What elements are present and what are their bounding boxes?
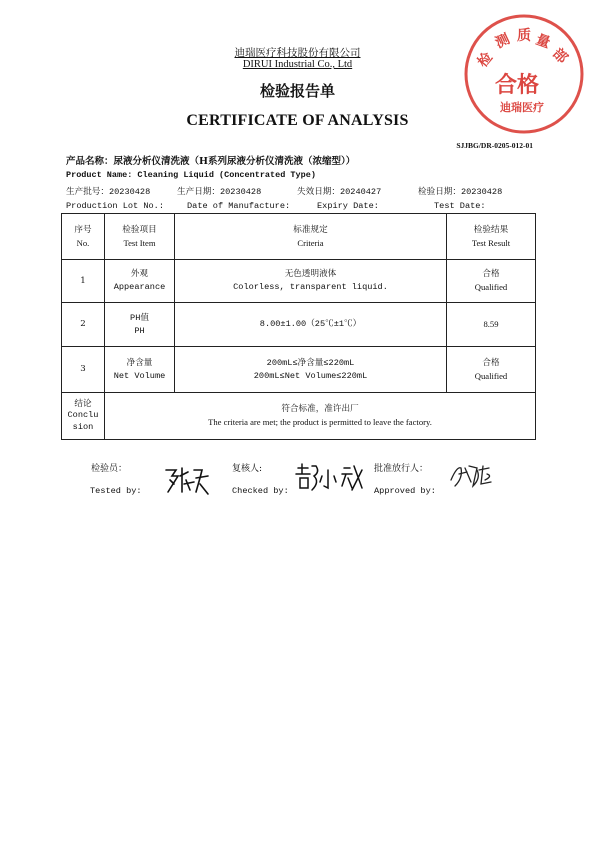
tested-by-signature [160, 462, 212, 498]
document-number: SJJBG/DR-0205-012-01 [456, 141, 533, 150]
header-result: 检验结果 Test Result [447, 214, 536, 260]
svg-text:量: 量 [533, 31, 553, 52]
svg-text:部: 部 [549, 45, 571, 67]
manufacture-date-cn: 生产日期：20230428 [177, 187, 262, 197]
row-no: 1 [62, 260, 105, 303]
conclusion-row [62, 393, 536, 440]
company-name-en: DIRUI Industrial Co., Ltd [242, 59, 353, 70]
row-result: 8.59 [447, 303, 536, 347]
document-title-en: CERTIFICATE OF ANALYSIS [186, 112, 409, 129]
row-item: 外观 Appearance [105, 260, 175, 303]
svg-text:测: 测 [492, 31, 513, 52]
svg-text:合格: 合格 [495, 72, 540, 98]
quality-inspection-stamp [462, 12, 586, 136]
header-item: 检验项目 Test Item [105, 214, 175, 260]
header-criteria: 标准规定 Criteria [175, 214, 447, 260]
row-item: 净含量 Net Volume [105, 347, 175, 393]
lot-number-en: Production Lot No.: [66, 201, 164, 211]
row-no: 2 [62, 303, 105, 347]
header-no: 序号 No. [62, 214, 105, 260]
document-title-cn: 检验报告单 [259, 82, 335, 100]
test-date-cn: 检验日期：20230428 [418, 187, 503, 197]
product-name-en: Product Name: Cleaning Liquid (Concentrated Type) [66, 170, 316, 180]
approved-by-signature [447, 460, 497, 492]
checked-by-label-en: Checked by: [232, 486, 289, 496]
checked-by-label-cn: 复核人: [232, 464, 263, 474]
product-name-cn: 产品名称：尿液分析仪清洗液（H系列尿液分析仪清洗液（浓缩型）） [66, 156, 356, 167]
results-table [61, 213, 536, 440]
table-row [62, 260, 536, 303]
row-criteria: 无色透明液体 Colorless, transparent liquid. [175, 260, 447, 303]
row-criteria: 200mL≤净含量≤220mL 200mL≤Net Volume≤220mL [175, 347, 447, 393]
row-item: PH值 PH [105, 303, 175, 347]
conclusion-text: 符合标准，准许出厂 The criteria are met; the product is permitted to leave the factory. [105, 393, 536, 440]
conclusion-label: 结论 Conclu sion [62, 393, 105, 440]
expiry-date-en: Expiry Date: [317, 201, 379, 211]
tested-by-label-en: Tested by: [90, 486, 142, 496]
table-header-row [62, 214, 536, 260]
approved-by-label-cn: 批准放行人： [374, 464, 429, 474]
svg-text:检: 检 [474, 49, 497, 71]
approved-by-label-en: Approved by: [374, 486, 436, 496]
row-no: 3 [62, 347, 105, 393]
table-row [62, 303, 536, 347]
manufacture-date-en: Date of Manufacture: [187, 201, 291, 211]
table-row [62, 347, 536, 393]
tested-by-label-cn: 检验员： [91, 464, 128, 474]
row-result: 合格 Qualified [447, 260, 536, 303]
checked-by-signature [292, 460, 366, 494]
company-name-cn: 迪瑞医疗科技股份有限公司 [234, 48, 361, 59]
test-date-en: Test Date: [434, 201, 486, 211]
svg-text:迪瑞医疗: 迪瑞医疗 [500, 101, 544, 114]
svg-text:质: 质 [517, 28, 531, 44]
lot-number-cn: 生产批号：20230428 [66, 187, 151, 197]
row-result: 合格 Qualified [447, 347, 536, 393]
row-criteria: 8.00±1.00（25℃±1℃） [175, 303, 447, 347]
expiry-date-cn: 失效日期：20240427 [297, 187, 382, 197]
